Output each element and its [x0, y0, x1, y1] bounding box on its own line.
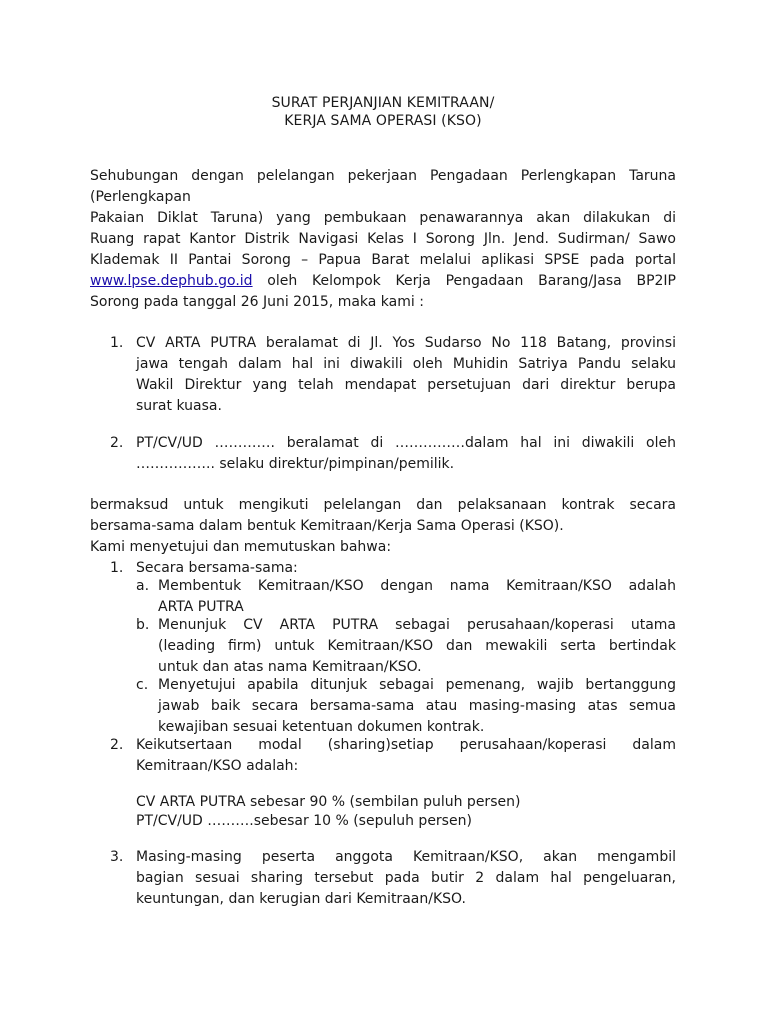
purpose-line: bersama-sama dalam bentuk Kemitraan/Kerja Sama Operasi (KSO).: [90, 518, 564, 534]
term-line: Masing-masing peserta anggota Kemitraan/KSO, akan mengambil: [136, 849, 676, 865]
list-number: 1.: [110, 335, 124, 351]
term-line: Membentuk Kemitraan/KSO dengan nama Kemitraan/KSO adalah: [158, 578, 676, 594]
intro-line: Pakaian Diklat Taruna) yang pembukaan penawarannya akan dilakukan di: [90, 210, 676, 226]
term-line: kewajiban sesuai ketentuan dokumen kontrak.: [158, 719, 485, 735]
intro-line: [90, 271, 676, 292]
term-line: (leading firm) untuk Kemitraan/KSO dan mewakili serta bertindak: [158, 638, 676, 654]
term-line: Menyetujui apabila ditunjuk sebagai pemenang, wajib bertanggung: [158, 677, 676, 693]
term-line: ARTA PUTRA: [158, 599, 244, 615]
intro-line: (Perlengkapan: [90, 189, 191, 205]
document-title-line-1: SURAT PERJANJIAN KEMITRAAN/: [271, 95, 495, 111]
purpose-line: Kami menyetujui dan memutuskan bahwa:: [90, 539, 392, 555]
intro-line: Klademak II Pantai Sorong – Papua Barat melalui aplikasi SPSE pada portal: [90, 252, 676, 268]
intro-line: Ruang rapat Kantor Distrik Navigasi Kelas I Sorong Jln. Jend. Sudirman/ Sawo: [90, 231, 676, 247]
party-line: CV ARTA PUTRA beralamat di Jl. Yos Sudarso No 118 Batang, provinsi: [136, 335, 676, 351]
term-line: keuntungan, dan kerugian dari Kemitraan/KSO.: [136, 891, 466, 907]
purpose-line: bermaksud untuk mengikuti pelelangan dan pelaksanaan kontrak secara: [90, 497, 676, 513]
intro-line: Sorong pada tanggal 26 Juni 2015, maka kami :: [90, 294, 424, 310]
term-line: Kemitraan/KSO adalah:: [136, 758, 299, 774]
lpse-portal-link[interactable]: www.lpse.dephub.go.id: [90, 273, 253, 289]
party-line: Wakil Direktur yang telah mendapat persetujuan dari direktur berupa: [136, 377, 676, 393]
list-number: 3.: [110, 849, 124, 865]
term-line: untuk dan atas nama Kemitraan/KSO.: [158, 659, 422, 675]
party-line: PT/CV/UD …………. beralamat di ……………dalam hal ini diwakili oleh: [136, 435, 676, 451]
intro-line-rest: oleh Kelompok Kerja Pengadaan Barang/Jasa BP2IP: [252, 273, 676, 289]
sublist-letter: b.: [136, 617, 150, 633]
party-line: jawa tengah dalam hal ini diwakili oleh Muhidin Satriya Pandu selaku: [136, 356, 676, 372]
term-line: Secara bersama-sama:: [136, 560, 298, 576]
party-line: surat kuasa.: [136, 398, 222, 414]
list-number: 1.: [110, 560, 124, 576]
term-line: jawab baik secara bersama-sama atau masing-masing atas semua: [158, 698, 676, 714]
share-line: PT/CV/UD ……….sebesar 10 % (sepuluh persen): [136, 813, 472, 829]
intro-line: Sehubungan dengan pelelangan pekerjaan Pengadaan Perlengkapan Taruna: [90, 168, 676, 184]
term-line: Menunjuk CV ARTA PUTRA sebagai perusahaan/koperasi utama: [158, 617, 676, 633]
document-title-line-2: KERJA SAMA OPERASI (KSO): [284, 113, 482, 129]
list-number: 2.: [110, 737, 124, 753]
term-line: Keikutsertaan modal (sharing)setiap perusahaan/koperasi dalam: [136, 737, 676, 753]
list-number: 2.: [110, 435, 124, 451]
party-line: …………….. selaku direktur/pimpinan/pemilik.: [136, 456, 455, 472]
term-line: bagian sesuai sharing tersebut pada butir 2 dalam hal pengeluaran,: [136, 870, 676, 886]
sublist-letter: a.: [136, 578, 150, 594]
sublist-letter: c.: [136, 677, 149, 693]
share-line: CV ARTA PUTRA sebesar 90 % (sembilan puluh persen): [136, 794, 521, 810]
